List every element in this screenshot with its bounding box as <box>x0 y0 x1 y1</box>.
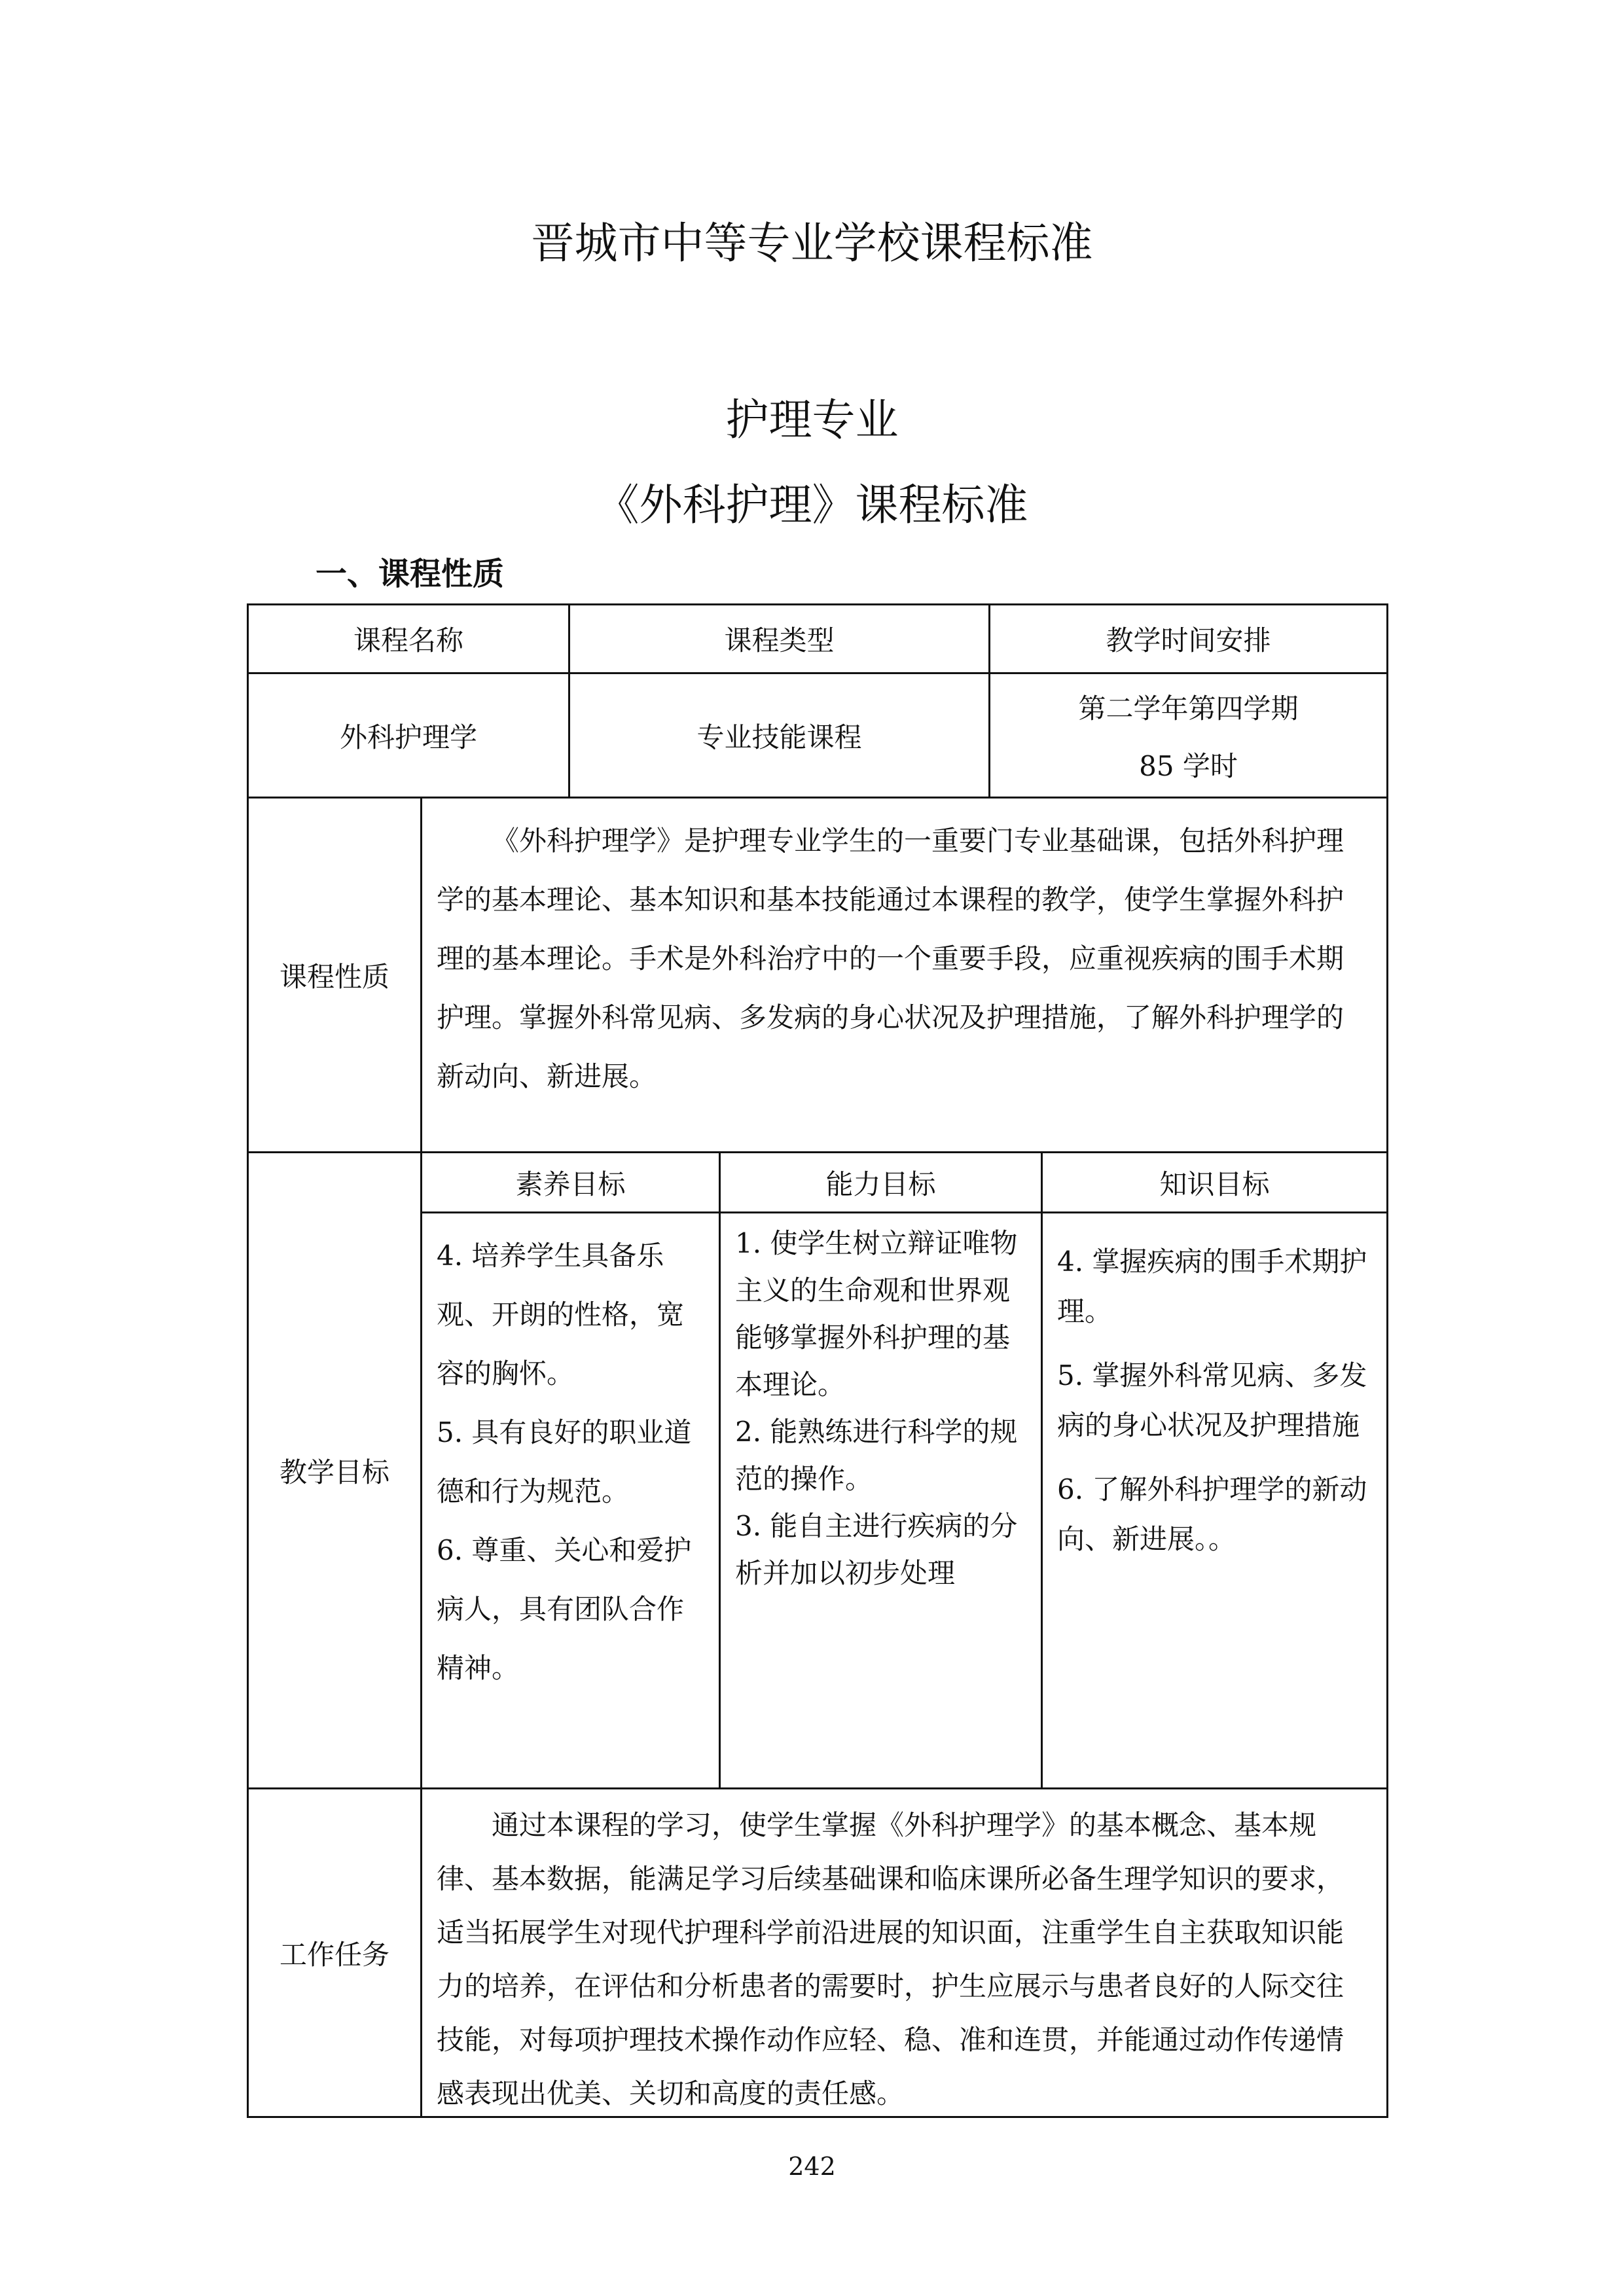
header-schedule: 教学时间安排 <box>988 603 1388 674</box>
page-number: 242 <box>788 2152 836 2181</box>
schedule-semester: 第二学年第四学期 <box>1078 692 1299 725</box>
list-item: 4. 培养学生具备乐观、开朗的性格，宽容的胸怀。 <box>437 1240 685 1390</box>
header-course-name: 课程名称 <box>247 603 570 674</box>
list-item: 1. 使学生树立辩证唯物主义的生命观和世界观能够掌握外科护理的基本理论。 <box>735 1227 1018 1401</box>
tasks-label: 工作任务 <box>247 1787 422 2118</box>
list-item: 3. 能自主进行疾病的分析并加以初步处理 <box>735 1510 1018 1589</box>
ability-goals-list <box>719 1211 1043 1789</box>
major-subtitle: 护理专业 <box>725 395 899 445</box>
knowledge-goals-header: 知识目标 <box>1041 1151 1388 1213</box>
tasks-text: 通过本课程的学习，使学生掌握《外科护理学》的基本概念、基本规律、基本数据，能满足学习后续基础课和临床课所必备生理学知识的要求，适当拓展学生对现代护理科学前沿进展的知识面，注重学生自主获取知识能力的培养，在评估和分析患者的需要时，护生应展示与患者良好的人际交往技能，对每项护理技术操作动作应轻、稳、准和连贯，并能通过动作传递情感表现出优美、关切和高度的责任感。 <box>420 1787 1388 2118</box>
nature-label: 课程性质 <box>247 797 422 1153</box>
list-item: 5. 掌握外科常见病、多发病的身心状况及护理措施 <box>1057 1359 1367 1441</box>
course-subtitle: 《外科护理》课程标准 <box>596 480 1028 530</box>
header-course-type: 课程类型 <box>568 603 990 674</box>
knowledge-goals-list <box>1041 1211 1388 1789</box>
list-item: 2. 能熟练进行科学的规范的操作。 <box>735 1416 1018 1495</box>
schedule-hours: 85 学时 <box>1139 750 1238 782</box>
document-title: 晋城市中等专业学校课程标准 <box>531 218 1093 268</box>
list-item: 6. 了解外科护理学的新动向、新进展。。 <box>1057 1473 1367 1555</box>
schedule-value <box>988 672 1388 798</box>
ability-goals-header: 能力目标 <box>719 1151 1043 1213</box>
section-heading: 一、课程性质 <box>316 556 505 592</box>
nature-text: 《外科护理学》是护理专业学生的一重要门专业基础课，包括外科护理学的基本理论、基本知识和基本技能通过本课程的教学，使学生掌握外科护理的基本理论。手术是外科治疗中的一个重要手段，应重视疾病的围手术期护理。掌握外科常见病、多发病的身心状况及护理措施，了解外科护理学的新动向、新进展。 <box>420 797 1388 1153</box>
course-table <box>247 603 1388 2118</box>
quality-goals-list <box>420 1211 721 1789</box>
course-type-value: 专业技能课程 <box>568 672 990 798</box>
list-item: 6. 尊重、关心和爱护病人，具有团队合作精神。 <box>437 1534 692 1684</box>
course-name-value: 外科护理学 <box>247 672 570 798</box>
goals-label: 教学目标 <box>247 1151 422 1789</box>
list-item: 4. 掌握疾病的围手术期护理。 <box>1057 1246 1367 1327</box>
list-item: 5. 具有良好的职业道德和行为规范。 <box>437 1416 692 1507</box>
quality-goals-header: 素养目标 <box>420 1151 721 1213</box>
